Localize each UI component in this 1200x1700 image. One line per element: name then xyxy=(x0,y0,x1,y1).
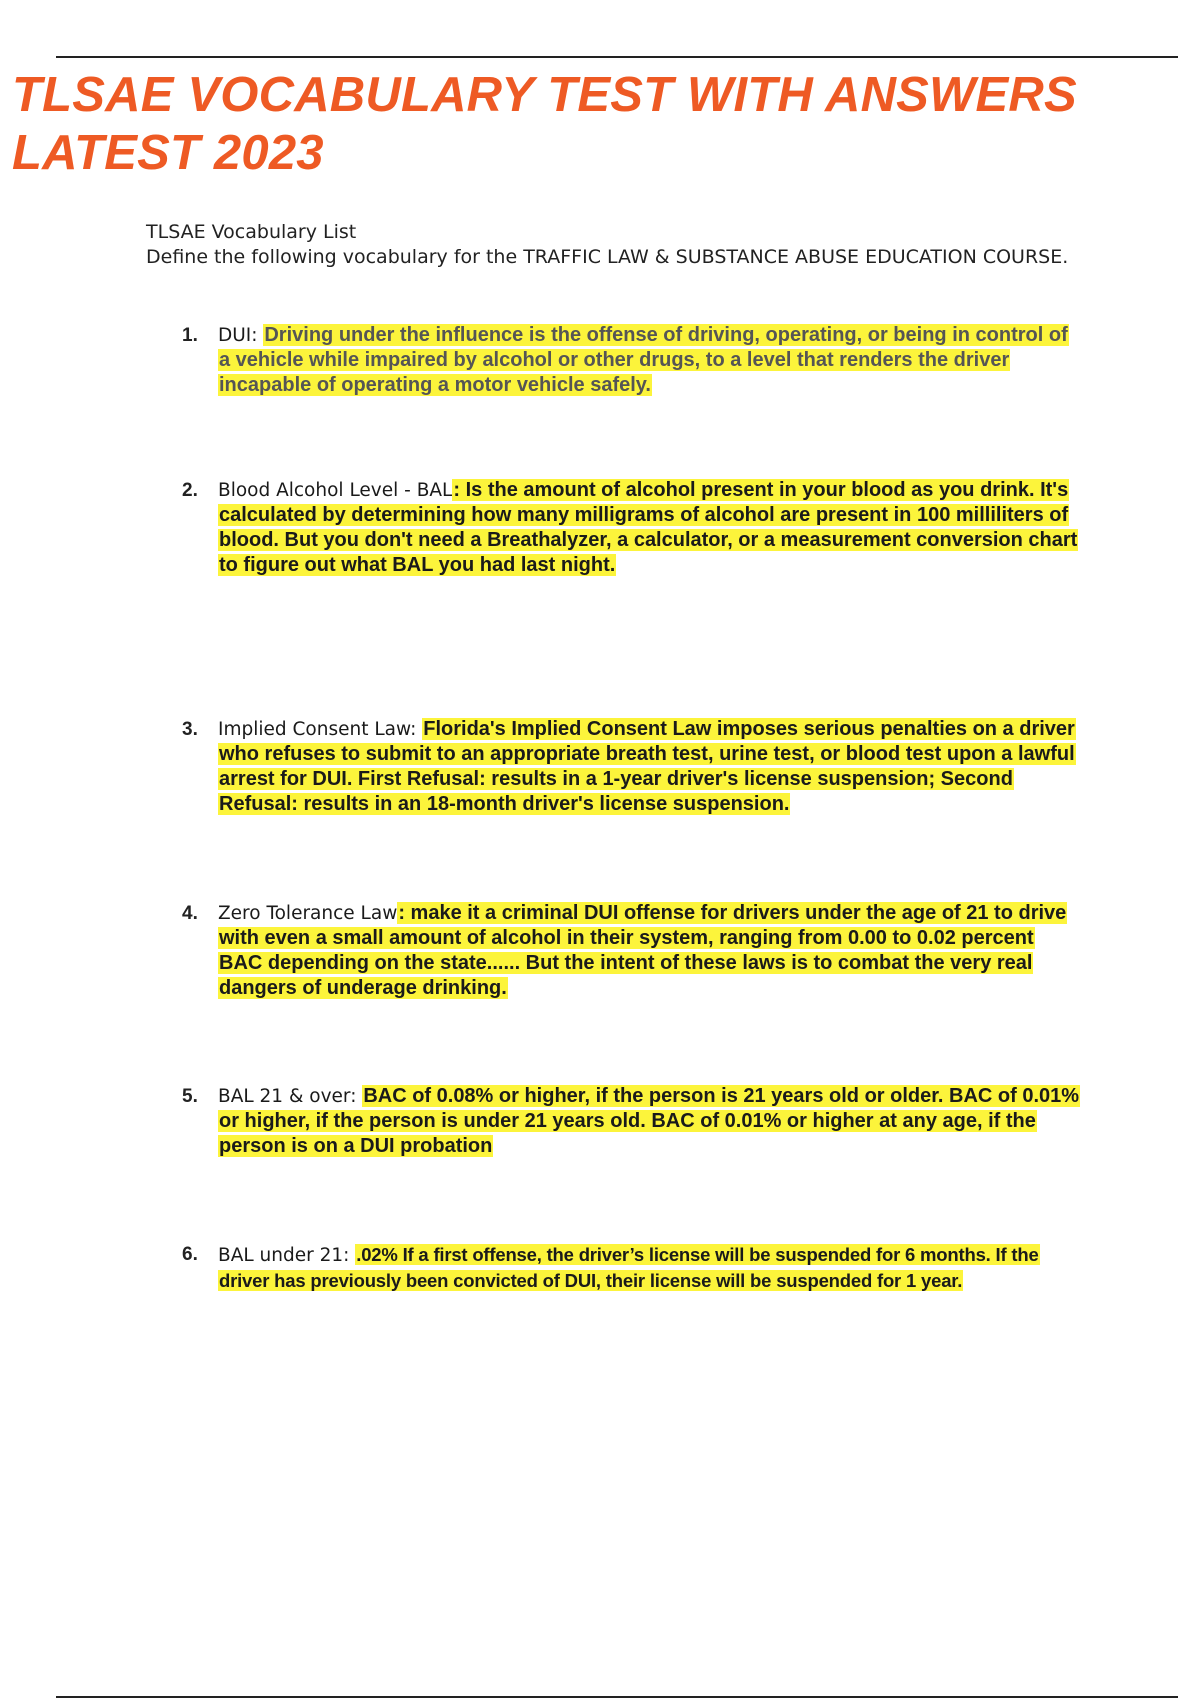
item-body xyxy=(218,1242,1080,1294)
item-body xyxy=(218,717,1080,817)
item-body xyxy=(218,901,1080,1001)
list-heading: TLSAE Vocabulary List xyxy=(146,221,357,243)
item-number: 5. xyxy=(182,1086,198,1107)
vocab-term: BAL under 21: xyxy=(218,1245,356,1266)
vocab-definition: : Is the amount of alcohol present in your blood as you drink. It's calculated by determining how many milligrams of alcohol are present in 100 milliliters of blood. But you don't need a Breathalyzer, a calculator, or a measurement conversion chart to figure out what BAL you had last night. xyxy=(219,479,1078,576)
item-body xyxy=(218,323,1080,398)
item-body xyxy=(218,478,1080,578)
item-body xyxy=(218,1084,1080,1159)
title-line-2: LATEST 2023 xyxy=(12,126,324,180)
item-number: 2. xyxy=(182,480,198,501)
vocab-definition: Driving under the influence is the offense of driving, operating, or being in control of a vehicle while impaired by alcohol or other drugs, to a level that renders the driver incapable of operating a motor vehicle safely. xyxy=(219,324,1068,396)
vocab-definition: BAC of 0.08% or higher, if the person is 21 years old or older. BAC of 0.01% or higher, if the person is under 21 years old. BAC of 0.01% or higher at any age, if the person is on a DUI probation xyxy=(219,1085,1080,1157)
vocab-definition: Florida's Implied Consent Law imposes serious penalties on a driver who refuses to submit to an appropriate breath test, urine test, or blood test upon a lawful arrest for DUI. First Refusal: results in a 1-year driver's license suspension; Second Refusal: results in an 18-month driver's license suspension. xyxy=(219,718,1075,815)
intro-block xyxy=(146,220,1106,270)
document-title xyxy=(12,66,1172,182)
list-instructions: Define the following vocabulary for the TRAFFIC LAW & SUBSTANCE ABUSE EDUCATION COURSE. xyxy=(146,246,1069,268)
vocab-term: Blood Alcohol Level - BAL xyxy=(218,480,453,501)
vocab-term: Zero Tolerance Law xyxy=(218,903,398,924)
vocab-term: Implied Consent Law: xyxy=(218,719,423,740)
top-rule xyxy=(56,56,1178,58)
bottom-rule xyxy=(56,1696,1178,1698)
item-number: 3. xyxy=(182,719,198,740)
vocab-definition: : make it a criminal DUI offense for drivers under the age of 21 to drive with even a small amount of alcohol in their system, ranging from 0.00 to 0.02 percent BAC depending on the state...... But the intent of these laws is to combat the very real dangers of underage drinking. xyxy=(219,902,1067,999)
item-number: 6. xyxy=(182,1244,198,1265)
vocab-definition: .02% If a first offense, the driver’s license will be suspended for 6 months. If the driver has previously been convicted of DUI, their license will be suspended for 1 year. xyxy=(219,1244,1039,1291)
item-number: 1. xyxy=(182,325,198,346)
title-line-1: TLSAE VOCABULARY TEST WITH ANSWERS xyxy=(12,68,1077,122)
vocab-term: BAL 21 & over: xyxy=(218,1086,363,1107)
vocab-term: DUI: xyxy=(218,325,264,346)
item-number: 4. xyxy=(182,903,198,924)
